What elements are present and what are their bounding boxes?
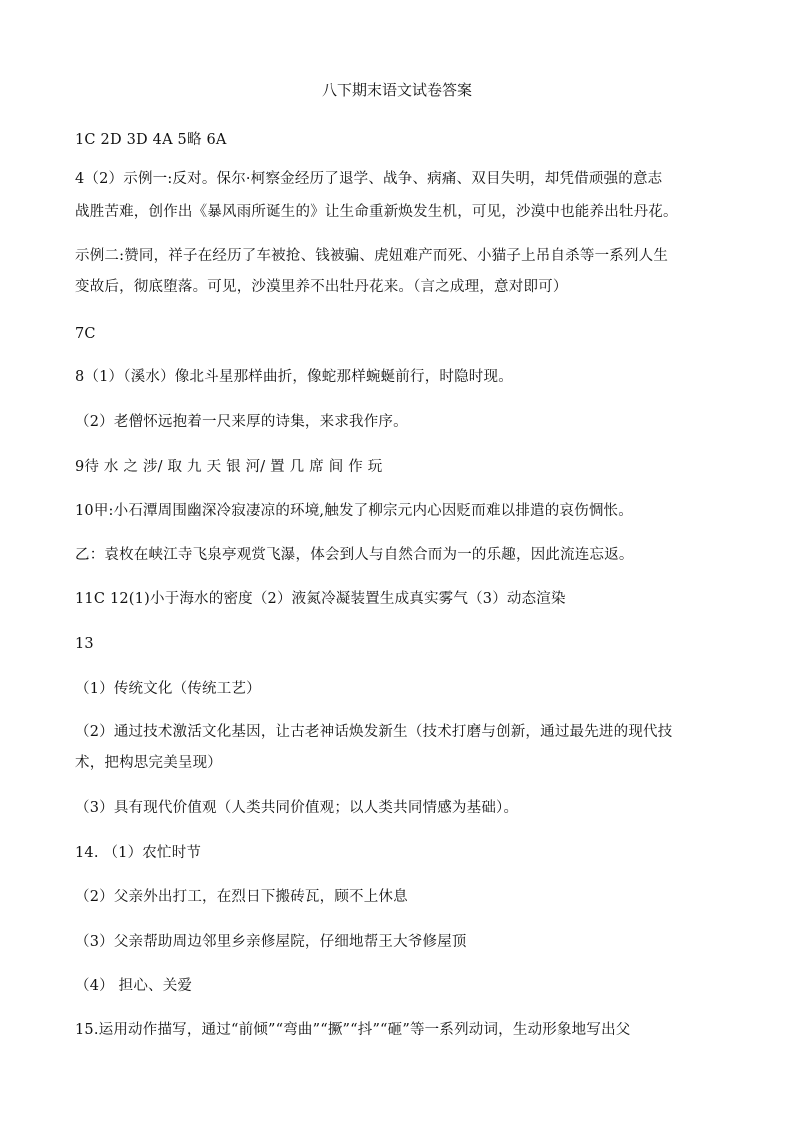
answer-line-16: 术，把构思完美呈现） — [75, 755, 222, 771]
answer-line-7: 8（1）（溪水）像北斗星那样曲折，像蛇那样蜿蜒前行，时隐时现。 — [75, 369, 513, 385]
answer-line-12: 11C 12(1)小于海水的密度（2）液氮冷凝装置生成真实雾气（3）动态渲染 — [75, 591, 566, 607]
answer-line-4: 示例二:赞同，祥子在经历了车被抢、钱被骗、虎妞难产而死、小猫子上吊自杀等一系列人生 — [75, 248, 669, 264]
answer-line-10: 10甲:小石潭周围幽深冷寂凄凉的环境,触发了柳宗元内心因贬而难以排遣的哀伤惆怅。 — [75, 503, 633, 519]
answer-line-20: （3）父亲帮助周边邻里乡亲修屋院，仔细地帮王大爷修屋顶 — [75, 934, 467, 950]
answer-line-14: （1）传统文化（传统工艺） — [75, 681, 261, 697]
answer-line-18: 14. （1）农忙时节 — [75, 845, 202, 861]
document-title: 八下期末语文试卷答案 — [321, 81, 472, 99]
answer-line-22: 15.运用动作描写，通过“前倾”“弯曲”“撅”“抖”“砸”等一系列动词，生动形象地写出父 — [75, 1022, 631, 1038]
answer-line-9: 9待 水 之 涉/ 取 九 天 银 河/ 置 几 席 间 作 玩 — [75, 459, 383, 475]
answer-line-6: 7C — [75, 326, 96, 342]
answer-line-1: 1C 2D 3D 4A 5略 6A — [75, 132, 227, 148]
answer-line-19: （2）父亲外出打工，在烈日下搬砖瓦，顾不上休息 — [75, 889, 408, 905]
answer-line-5: 变故后，彻底堕落。可见，沙漠里养不出牡丹花来。（言之成理，意对即可） — [75, 279, 568, 295]
answer-line-3: 战胜苦难，创作出《暴风雨所诞生的》让生命重新焕发生机，可见，沙漠中也能养出牡丹花。 — [75, 204, 678, 220]
answer-line-15: （2）通过技术激活文化基因，让古老神话焕发新生（技术打磨与创新，通过最先进的现代技 — [75, 724, 673, 740]
answer-line-17: （3）具有现代价值观（人类共同价值观；以人类共同情感为基础）。 — [75, 800, 519, 816]
answer-line-11: 乙：袁枚在峡江寺飞泉亭观赏飞瀑，体会到人与自然合而为一的乐趣，因此流连忘返。 — [75, 547, 634, 563]
answer-line-8: （2）老僧怀远抱着一尺来厚的诗集，来求我作序。 — [75, 414, 408, 430]
answer-line-13: 13 — [75, 636, 94, 652]
answer-line-2: 4（2）示例一:反对。保尔·柯察金经历了退学、战争、病痛、双目失明，却凭借顽强的意志 — [75, 171, 663, 187]
answer-line-21: （4） 担心、关爱 — [75, 978, 193, 994]
